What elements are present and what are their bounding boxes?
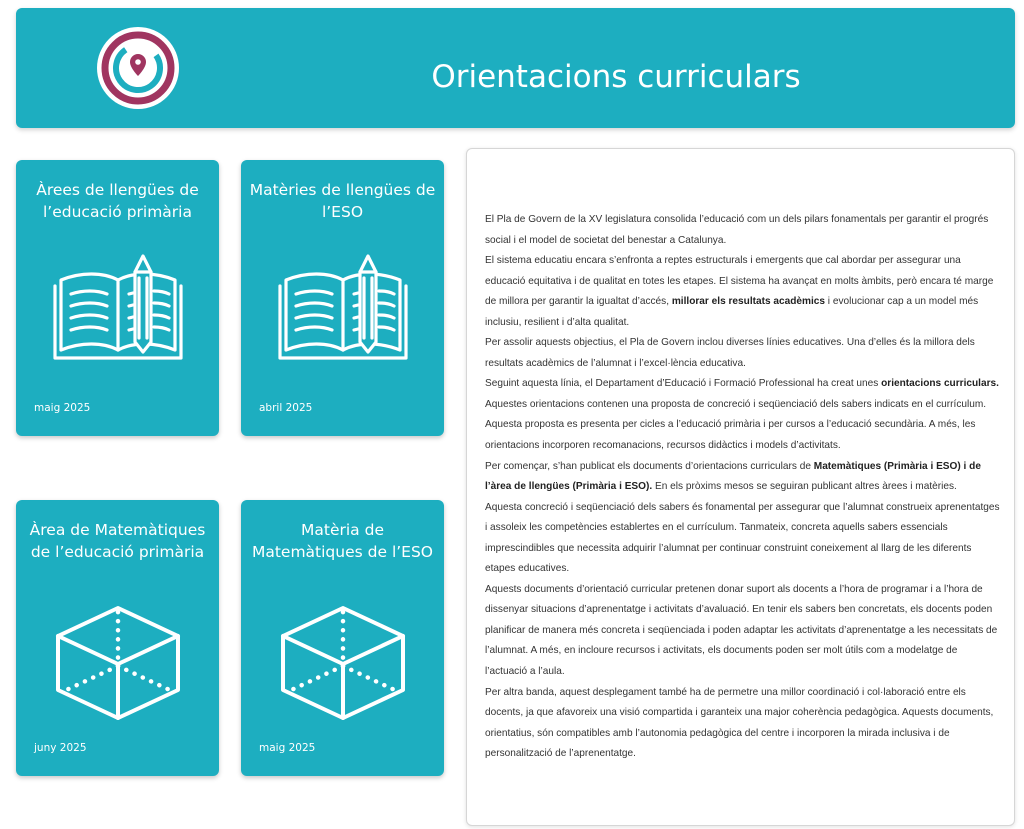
open-book-pencil-icon <box>53 250 183 360</box>
cube-icon <box>277 604 409 722</box>
card-llengues-primaria[interactable] <box>16 160 219 436</box>
card-title: Àrees de llengües de l’educació primària <box>36 181 199 221</box>
intro-paragraph: Per començar, s’han publicat els documents d’orientacions curriculars de Matemàtiques (Primària i ESO) i de l’àrea de llengües (Primària i ESO). En els pròxims mesos se seguiran publicant altres àrees i matèries. <box>485 460 981 493</box>
card-title: Àrea de Matemàtiques de l’educació primària <box>29 521 206 561</box>
page-title: Orientacions curriculars <box>431 59 801 95</box>
header-banner <box>16 8 1015 128</box>
location-pin-circle-icon <box>96 26 180 110</box>
card-date: abril 2025 <box>259 402 313 414</box>
card-llengues-eso[interactable] <box>241 160 444 436</box>
intro-paragraph: Seguint aquesta línia, el Departament d’Educació i Formació Professional ha creat unes orientacions curriculars. Aquestes orientacions contenen una proposta de concreció i seqüenciació dels sabers indicats en el currículum. Aquesta proposta es presenta per cicles a l’educació primària i per cursos a l’educació secundària. A més, les orientacions incorporen recomanacions, recursos didàctics i models d’activitats. <box>485 378 999 452</box>
intro-text <box>485 210 1000 765</box>
card-title: Matèries de llengües de l’ESO <box>249 181 436 221</box>
card-title: Matèria de Matemàtiques de l’ESO <box>251 521 434 561</box>
intro-paragraph: El Pla de Govern de la XV legislatura consolida l’educació com un dels pilars fonamentals per garantir el progrés social i el model de societat del benestar a Catalunya. <box>485 214 989 246</box>
card-matematiques-eso[interactable] <box>241 500 444 776</box>
intro-paragraph: Per altra banda, aquest desplegament també ha de permetre una millor coordinació i col·laboració entre els docents, ja que afavoreix una visió compartida i garanteix una major coherència pedagògica. Aquests documents, orientatius, són compatibles amb l’autonomia pedagògica del centre i incorporen la mirada inclusiva i de personalització de l’aprenentatge. <box>485 686 994 760</box>
card-date: juny 2025 <box>34 742 87 754</box>
card-date: maig 2025 <box>259 742 316 754</box>
open-book-pencil-icon <box>278 250 408 360</box>
intro-paragraph: Per assolir aquests objectius, el Pla de Govern inclou diverses línies educatives. Una d’elles és la millora dels resultats acadèmics de l’alumnat i l’excel·lència educativa. <box>485 337 975 369</box>
intro-paragraph: Aquests documents d’orientació curricular pretenen donar suport als docents a l’hora de programar i a l’hora de dissenyar situacions d’aprenentatge i activitats d’avaluació. En tenir els sabers ben concretats, els docents poden planificar de manera més concreta i seqüenciada i poden adaptar les activitats d’aprenentatge a les necessitats de l’alumnat. A més, en incloure recursos i activitats, els documents poden ser molt útils com a modelatge de l’actuació a l’aula. <box>485 583 998 678</box>
intro-panel <box>466 148 1015 826</box>
cube-icon <box>52 604 184 722</box>
card-date: maig 2025 <box>34 402 91 414</box>
intro-paragraph: Aquesta concreció i seqüenciació dels sabers és fonamental per assegurar que l’alumnat construeix aprenentatges i assoleix les competències establertes en el currículum. Tanmateix, concreta aquells sabers essencials imprescindibles que necessita adquirir l’alumnat per continuar construint coneixement al llarg de les diferents etapes educatives. <box>485 501 1000 575</box>
card-matematiques-primaria[interactable] <box>16 500 219 776</box>
intro-paragraph: El sistema educatiu encara s’enfronta a reptes estructurals i emergents que cal abordar per assegurar una educació equitativa i de qualitat en totes les etapes. El sistema ha avançat en molts àmbits, però encara té marge de millora per garantir la igualtat d’accés, millorar els resultats acadèmics i evolucionar cap a un model més inclusiu, resilient i d’alta qualitat. <box>485 255 994 328</box>
